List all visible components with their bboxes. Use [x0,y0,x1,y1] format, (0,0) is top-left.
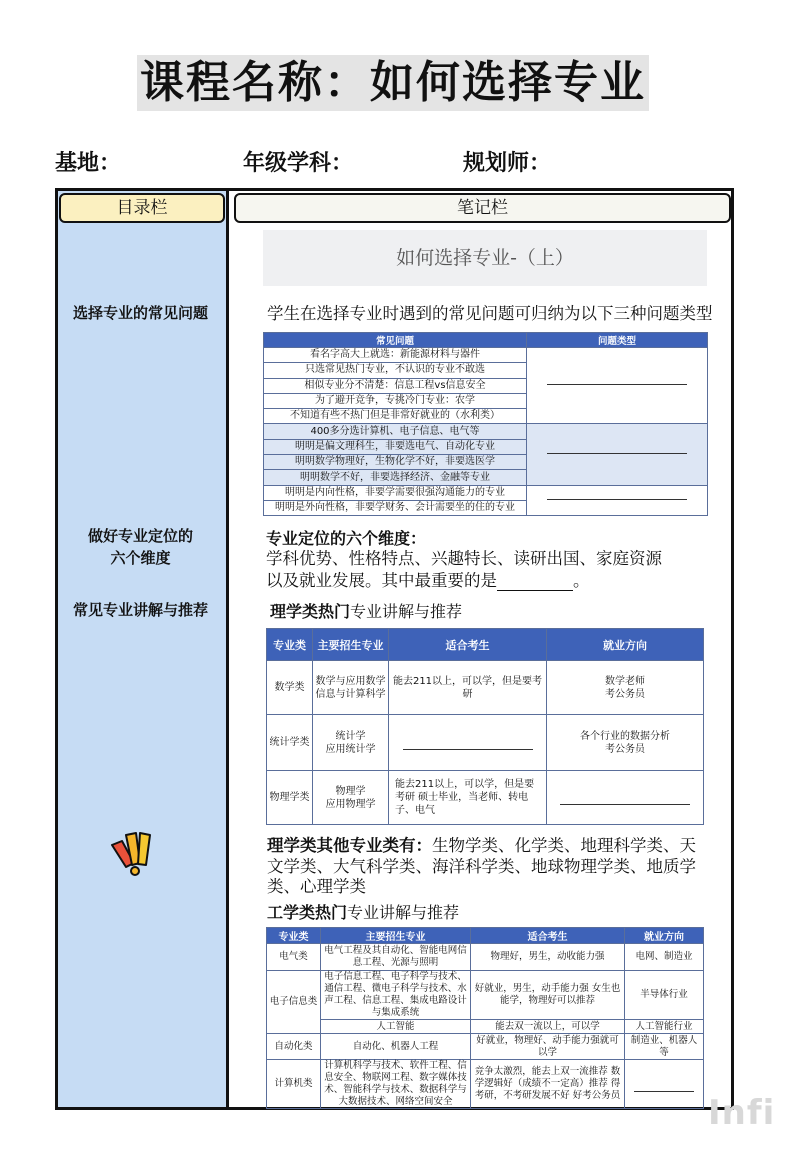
table-cell: 好就业，男生，动手能力强 女生也能学，物理好可以推荐 [471,971,625,1020]
col-header: 专业类 [267,629,313,661]
problem-table [263,332,708,516]
table-cell: 电子信息工程、电子科学与技术、通信工程、微电子科学与技术、水声工程、信息工程、集成电路设计与集成系统 [321,971,471,1020]
answer-blank [389,715,547,771]
science-other: 理学类其他专业类有：生物学类、化学类、地理科学类、天文学类、大气科学类、海洋科学类、地球物理学类、地质学类、心理学类 [267,836,696,896]
table-cell: 好就业，物理好、动手能力强就可以学 [471,1034,625,1060]
table-cell: 自动化类 [267,1034,321,1060]
table-cell: 电气类 [267,944,321,971]
tab-notes: 笔记栏 [234,193,731,223]
col-header: 主要招生专业 [321,928,471,944]
tab-catalog: 目录栏 [59,193,225,223]
table-row: 相似专业分不清楚：信息工程vs信息安全 [264,378,527,393]
col-header: 主要招生专业 [313,629,389,661]
table-row: 只选常见热门专业，不认识的专业不敢选 [264,363,527,378]
type-header: 问题类型 [527,333,708,348]
side-label-recommend: 常见专业讲解与推荐 [72,601,208,619]
problem-header: 常见问题 [264,333,527,348]
table-row: 明明是外向性格，非要学财务、会计需要坐的住的专业 [264,500,527,515]
table-cell: 电气工程及其自动化、智能电网信息工程、光源与照明 [321,944,471,971]
table-cell: 统计学类 [267,715,313,771]
table-cell: 物理学类 [267,771,313,825]
table-cell: 竞争太激烈，能去上双一流推荐 数学逻辑好（成绩不一定高）推荐 得考研，不考研发展不好 好考公务员 [471,1060,625,1109]
table-row: 400多分选计算机、电子信息、电气等 [264,424,527,439]
table-cell: 计算机科学与技术、软件工程、信息安全、物联网工程、数字媒体技术、智能科学与技术、数据科学与大数据技术、网络空间安全 [321,1060,471,1109]
table-cell: 制造业、机器人等 [625,1034,704,1060]
table-row: 明明是偏文理科生，非要选电气、自动化专业 [264,439,527,454]
engineering-table [266,927,704,1109]
base-label: 基地： [55,151,122,176]
side-label-dimensions-a: 做好专业定位的 [87,527,193,545]
planner-label: 规划师： [463,151,552,176]
engineering-heading: 工学类热门专业讲解与推荐 [267,903,460,922]
answer-blank [527,424,708,485]
science-heading: 理学类热门专业讲解与推荐 [270,602,463,621]
table-row: 为了避开竞争，专挑冷门专业：农学 [264,393,527,408]
table-cell: 计算机类 [267,1060,321,1109]
side-label-problems: 选择专业的常见问题 [72,304,208,322]
side-label-dimensions-b: 六个维度 [110,549,171,567]
table-cell: 数学与应用数学 信息与计算科学 [313,661,389,715]
table-cell: 自动化、机器人工程 [321,1034,471,1060]
col-header: 就业方向 [547,629,704,661]
table-row: 明明数学不好，非要选择经济、金融等专业 [264,470,527,485]
table-row: 看名字高大上就选：新能源材料与器件 [264,348,527,363]
intro-text: 学生在选择专业时遇到的常见问题可归纳为以下三种问题类型 [267,304,713,323]
table-cell: 人工智能 [321,1020,471,1034]
table-cell: 电网、制造业 [625,944,704,971]
col-header: 就业方向 [625,928,704,944]
catalog-column [58,191,229,1107]
table-cell: 能去211以上，可以学，但是要考研 硕士毕业，当老师、转电子、电气 [389,771,547,825]
col-header: 适合考生 [389,629,547,661]
table-cell: 各个行业的数据分析 考公务员 [547,715,704,771]
col-header: 适合考生 [471,928,625,944]
answer-blank [625,1060,704,1109]
col-header: 专业类 [267,928,321,944]
watermark: Infi [708,1093,776,1133]
table-cell: 数学类 [267,661,313,715]
dimensions-line1: 学科优势、性格特点、兴趣特长、读研出国、家庭资源 [266,549,662,568]
table-cell: 数学老师 考公务员 [547,661,704,715]
section-title: 如何选择专业-（上） [263,230,707,286]
table-cell: 半导体行业 [625,971,704,1020]
table-cell: 统计学 应用统计学 [313,715,389,771]
answer-blank [527,348,708,424]
page-title: 课程名称：如何选择专业 [137,55,649,111]
table-row: 明明是内向性格，非要学需要很强沟通能力的专业 [264,485,527,500]
table-cell: 电子信息类 [267,971,321,1034]
table-row: 明明数学物理好，生物化学不好，非要选医学 [264,455,527,470]
table-cell: 能去双一流以上，可以学 [471,1020,625,1034]
table-cell: 物理学 应用物理学 [313,771,389,825]
dimensions-heading: 专业定位的六个维度： [266,529,427,548]
table-row: 不知道有些不热门但是非常好就业的（水利类） [264,409,527,424]
dimensions-line2: 以及就业发展。其中最重要的是 。 [266,571,590,590]
answer-blank [547,771,704,825]
grade-label: 年级学科： [243,151,354,176]
science-table [266,628,704,825]
answer-blank [527,485,708,516]
warning-icon [108,827,160,877]
table-cell: 人工智能行业 [625,1020,704,1034]
table-cell: 物理好，男生，动收能力强 [471,944,625,971]
table-cell: 能去211以上，可以学，但是要考研 [389,661,547,715]
